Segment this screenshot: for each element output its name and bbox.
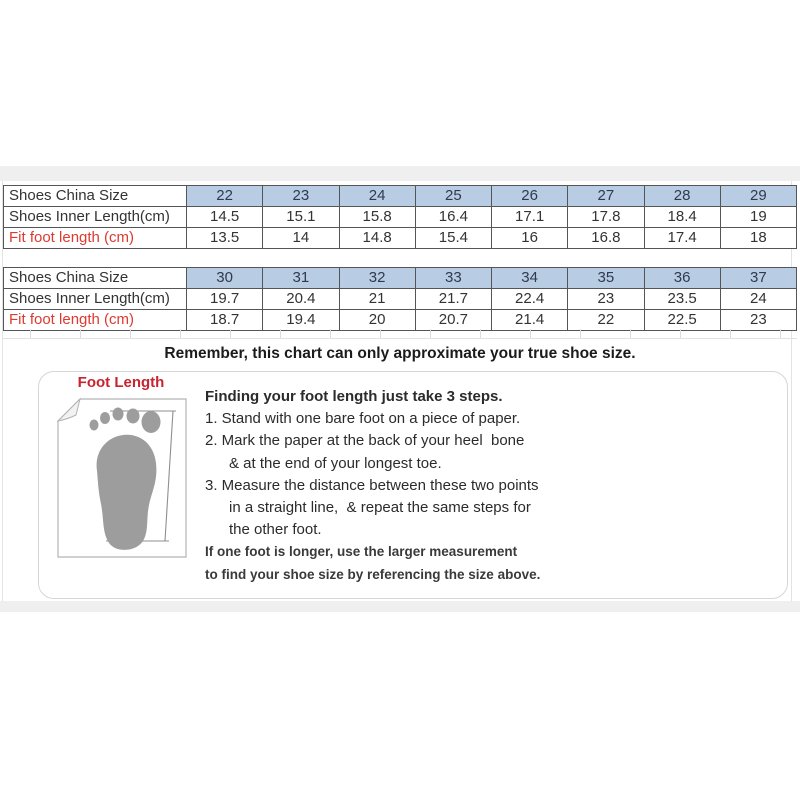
table-row: [4, 268, 797, 289]
size-cell: 30: [187, 268, 263, 289]
instruction-line: & at the end of your longest toe.: [229, 454, 442, 472]
size-cell: 18: [720, 228, 796, 249]
size-cell: 23: [568, 289, 644, 310]
size-cell: 22.4: [492, 289, 568, 310]
size-cell: 16.4: [415, 207, 491, 228]
size-cell: 19: [720, 207, 796, 228]
table-row: [4, 228, 797, 249]
instruction-line: to find your shoe size by referencing the size above.: [205, 566, 541, 582]
size-cell: 22: [187, 186, 263, 207]
reminder-note: Remember, this chart can only approximate your true shoe size.: [164, 345, 636, 362]
row-label: Shoes China Size: [4, 186, 187, 207]
instruction-line: Finding your foot length just take 3 steps.: [205, 388, 503, 405]
size-cell: 20: [339, 310, 415, 331]
row-label: Shoes Inner Length(cm): [4, 207, 187, 228]
instruction-line: the other foot.: [229, 521, 322, 539]
size-cell: 23: [263, 186, 339, 207]
size-cell: 21.7: [415, 289, 491, 310]
size-cell: 19.7: [187, 289, 263, 310]
bottom-divider-band: [0, 601, 800, 612]
size-table-30-37: [3, 267, 797, 331]
size-cell: 13.5: [187, 228, 263, 249]
table-row: [4, 310, 797, 331]
size-cell: 15.1: [263, 207, 339, 228]
size-cell: 27: [568, 186, 644, 207]
instruction-line: If one foot is longer, use the larger measurement: [205, 544, 518, 560]
size-cell: 26: [492, 186, 568, 207]
size-cell: 23: [720, 310, 796, 331]
size-cell: 14.5: [187, 207, 263, 228]
size-cell: 16: [492, 228, 568, 249]
foot-measure-diagram: [52, 393, 192, 563]
instruction-line: in a straight line, & repeat the same steps for: [229, 499, 531, 517]
size-cell: 21: [339, 289, 415, 310]
size-cell: 31: [263, 268, 339, 289]
size-cell: 37: [720, 268, 796, 289]
size-cell: 22.5: [644, 310, 720, 331]
row-label: Fit foot length (cm): [4, 228, 187, 249]
table-row: [4, 289, 797, 310]
size-cell: 34: [492, 268, 568, 289]
top-divider-band: [0, 166, 800, 181]
table-row: [4, 186, 797, 207]
foot-length-title: Foot Length: [77, 374, 165, 391]
size-cell: 17.1: [492, 207, 568, 228]
size-cell: 14: [263, 228, 339, 249]
size-cell: 25: [415, 186, 491, 207]
size-cell: 14.8: [339, 228, 415, 249]
size-cell: 17.8: [568, 207, 644, 228]
size-cell: 33: [415, 268, 491, 289]
size-table-22-29: [3, 185, 797, 249]
size-cell: 17.4: [644, 228, 720, 249]
size-cell: 21.4: [492, 310, 568, 331]
row-label: Shoes Inner Length(cm): [4, 289, 187, 310]
instruction-line: 1. Stand with one bare foot on a piece of paper.: [205, 410, 521, 428]
size-cell: 20.4: [263, 289, 339, 310]
size-cell: 15.8: [339, 207, 415, 228]
table-row: [4, 207, 797, 228]
instruction-line: 2. Mark the paper at the back of your heel bone: [205, 432, 525, 450]
size-cell: 24: [339, 186, 415, 207]
size-cell: 19.4: [263, 310, 339, 331]
size-cell: 20.7: [415, 310, 491, 331]
size-cell: 29: [720, 186, 796, 207]
size-cell: 16.8: [568, 228, 644, 249]
row-label: Fit foot length (cm): [4, 310, 187, 331]
row-label: Shoes China Size: [4, 268, 187, 289]
size-cell: 18.7: [187, 310, 263, 331]
size-cell: 32: [339, 268, 415, 289]
size-cell: 28: [644, 186, 720, 207]
instruction-line: 3. Measure the distance between these two points: [205, 476, 539, 494]
size-cell: 35: [568, 268, 644, 289]
size-cell: 24: [720, 289, 796, 310]
spreadsheet-gridline-strip: [3, 329, 797, 339]
instructions: [205, 386, 625, 586]
size-cell: 15.4: [415, 228, 491, 249]
size-cell: 18.4: [644, 207, 720, 228]
size-cell: 22: [568, 310, 644, 331]
size-cell: 23.5: [644, 289, 720, 310]
size-cell: 36: [644, 268, 720, 289]
